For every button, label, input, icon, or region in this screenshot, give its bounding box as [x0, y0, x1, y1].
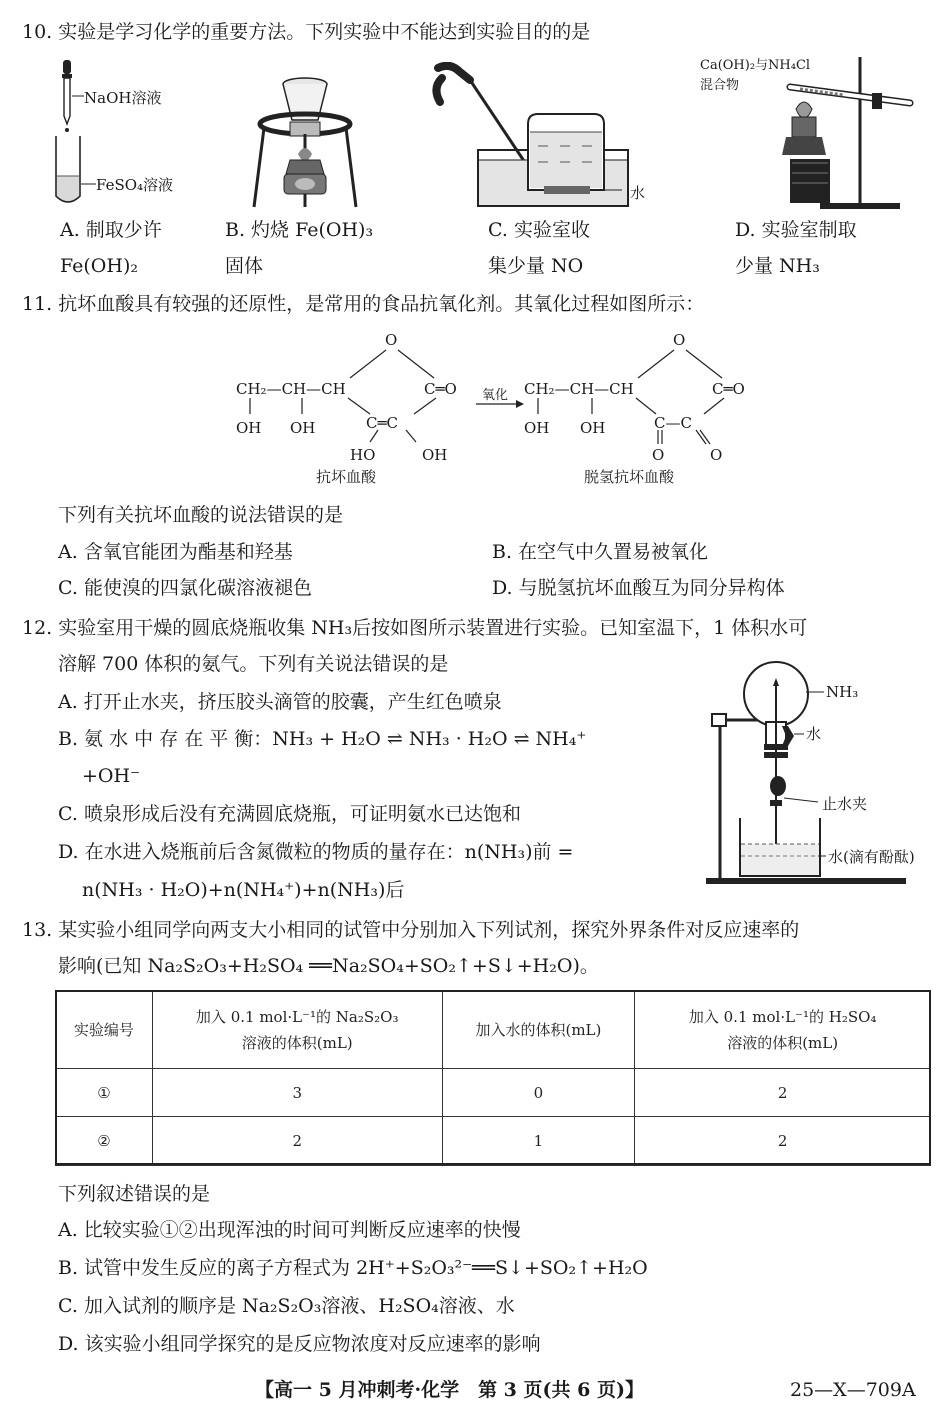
q12-option-c: C. 喷泉形成后没有充满圆底烧瓶，可证明氨水已达饱和: [58, 803, 521, 825]
q13-option-c: C. 加入试剂的顺序是 Na₂S₂O₃溶液、H₂SO₄溶液、水: [58, 1295, 515, 1317]
q11-right-ring-o: O: [673, 331, 686, 349]
q11-option-d: D. 与脱氢抗坏血酸互为同分异构体: [492, 577, 785, 599]
q10-stem: 10. 实验是学习化学的重要方法。下列实验中不能达到实验目的的是: [22, 21, 591, 43]
q11-stem: 11. 抗坏血酸具有较强的还原性，是常用的食品抗氧化剂。其氧化过程如图所示：: [22, 293, 705, 315]
q11-right-carbonyl: C═O: [712, 380, 745, 398]
q11-option-c: C. 能使溴的四氯化碳溶液褪色: [58, 577, 312, 599]
q10-option-b-line1: B. 灼烧 Fe(OH)₃: [225, 219, 374, 241]
q12-option-a: A. 打开止水夹，挤压胶头滴管的胶囊，产生红色喷泉: [58, 691, 502, 713]
q10-fig-d-label1: Ca(OH)₂与NH₄Cl: [700, 58, 811, 73]
q11-left-name: 抗坏血酸: [316, 468, 377, 486]
q11-left-oh2: OH: [290, 419, 316, 437]
table-header-h2so4: [635, 991, 931, 1069]
q11-option-b: B. 在空气中久置易被氧化: [492, 541, 709, 563]
q12-option-b-line1: B. 氨 水 中 存 在 平 衡：NH₃ + H₂O ⇌ NH₃ · H₂O ⇌ NH₄⁺: [58, 728, 587, 750]
q10-option-a-line2: Fe(OH)₂: [60, 255, 138, 277]
table-row: [56, 1117, 931, 1166]
table-header-h2so4-line1: 加入 0.1 mol·L⁻¹的 H₂SO₄: [688, 1007, 877, 1026]
q10-figure-b: [250, 62, 360, 212]
table-cell-na2s2o3: 3: [152, 1069, 442, 1117]
q10-fig-c-label-water: 水: [630, 184, 646, 202]
q11-left-ho: HO: [350, 446, 376, 464]
q10-fig-d-label2: 混合物: [700, 78, 740, 93]
q12-option-d-line1: D. 在水进入烧瓶前后含氮微粒的物质的量存在：n(NH₃)前 =: [58, 841, 574, 863]
q12-fig-label-water-phenolphthalein: 水(滴有酚酞): [828, 848, 915, 866]
q11-right-chain: CH₂—CH—CH: [524, 380, 634, 398]
q12-option-b-line2: +OH⁻: [82, 765, 141, 787]
q10-fig-a-label-naoh: NaOH溶液: [84, 89, 162, 107]
q11-left-oh1: OH: [236, 419, 262, 437]
q13-option-d: D. 该实验小组同学探究的是反应物浓度对反应速率的影响: [58, 1333, 541, 1355]
table-cell-id: ①: [56, 1069, 153, 1117]
q11-right-name: 脱氢抗坏血酸: [584, 468, 675, 486]
q11-right-cc: C—C: [654, 414, 692, 432]
q13-option-a: A. 比较实验①②出现浑浊的时间可判断反应速率的快慢: [58, 1219, 521, 1241]
q13-stem-line1: 13. 某实验小组同学向两支大小相同的试管中分别加入下列试剂，探究外界条件对反应速率的: [22, 919, 800, 941]
q10-option-b-line2: 固体: [225, 255, 264, 277]
table-cell-water: 1: [442, 1117, 635, 1166]
q12-fig-label-nh3: NH₃: [826, 683, 859, 701]
table-cell-h2so4: 2: [635, 1069, 931, 1117]
q11-left-cc: C═C: [366, 414, 398, 432]
q13-sub-question: 下列叙述错误的是: [58, 1183, 211, 1205]
q12-fig-label-water: 水: [806, 725, 822, 743]
q11-right-o-left: O: [652, 446, 665, 464]
q10-option-d-line2: 少量 NH₃: [735, 255, 820, 277]
q10-figure-c: [430, 62, 660, 212]
table-cell-na2s2o3: 2: [152, 1117, 442, 1166]
q11-right-oh1: OH: [524, 419, 550, 437]
q10-fig-a-label-feso4: FeSO₄溶液: [96, 176, 174, 194]
q11-arrow-label: 氧化: [482, 388, 509, 403]
q11-right-oh2: OH: [580, 419, 606, 437]
table-header-na2s2o3-line1: 加入 0.1 mol·L⁻¹的 Na₂S₂O₃: [195, 1007, 399, 1026]
q10-option-c-line1: C. 实验室收: [488, 219, 590, 241]
table-header-row: [56, 991, 931, 1069]
footer-code: 25—X—709A: [790, 1379, 916, 1401]
q13-data-table: [55, 990, 931, 1166]
table-cell-h2so4: 2: [635, 1117, 931, 1166]
q13-stem-line2: 影响(已知 Na₂S₂O₃+H₂SO₄ ══Na₂SO₄+SO₂↑+S↓+H₂O)。: [58, 955, 599, 977]
table-header-water: 加入水的体积(mL): [442, 991, 635, 1069]
table-cell-id: ②: [56, 1117, 153, 1166]
q10-figure-d: [760, 55, 920, 213]
q11-left-oh3: OH: [422, 446, 448, 464]
footer-title: 【高一 5 月冲刺考·化学 第 3 页(共 6 页)】: [255, 1379, 644, 1401]
q11-left-carbonyl: C═O: [424, 380, 457, 398]
q11-sub-question: 下列有关抗坏血酸的说法错误的是: [58, 504, 344, 526]
q12-option-d-line2: n(NH₃ · H₂O)+n(NH₄⁺)+n(NH₃)后: [82, 879, 405, 901]
q11-right-o-right: O: [710, 446, 723, 464]
table-header-na2s2o3-line2: 溶液的体积(mL): [241, 1033, 353, 1052]
q11-left-ring-o: O: [385, 331, 398, 349]
q10-option-c-line2: 集少量 NO: [488, 255, 584, 277]
q11-left-chain: CH₂—CH—CH: [236, 380, 346, 398]
q13-option-b: B. 试管中发生反应的离子方程式为 2H⁺+S₂O₃²⁻══S↓+SO₂↑+H₂O: [58, 1257, 648, 1279]
table-header-na2s2o3: [152, 991, 442, 1069]
q10-option-d-line1: D. 实验室制取: [735, 219, 857, 241]
table-header-id: 实验编号: [56, 991, 153, 1069]
q10-option-a-line1: A. 制取少许: [60, 219, 162, 241]
q12-stem-line1: 12. 实验室用干燥的圆底烧瓶收集 NH₃后按如图所示装置进行实验。已知室温下，1 体积水可: [22, 617, 808, 639]
table-cell-water: 0: [442, 1069, 635, 1117]
q11-option-a: A. 含氧官能团为酯基和羟基: [58, 541, 293, 563]
table-row: [56, 1069, 931, 1117]
table-header-h2so4-line2: 溶液的体积(mL): [727, 1033, 839, 1052]
q12-stem-line2: 溶解 700 体积的氨气。下列有关说法错误的是: [58, 653, 449, 675]
q12-fig-label-clamp: 止水夹: [822, 795, 868, 813]
